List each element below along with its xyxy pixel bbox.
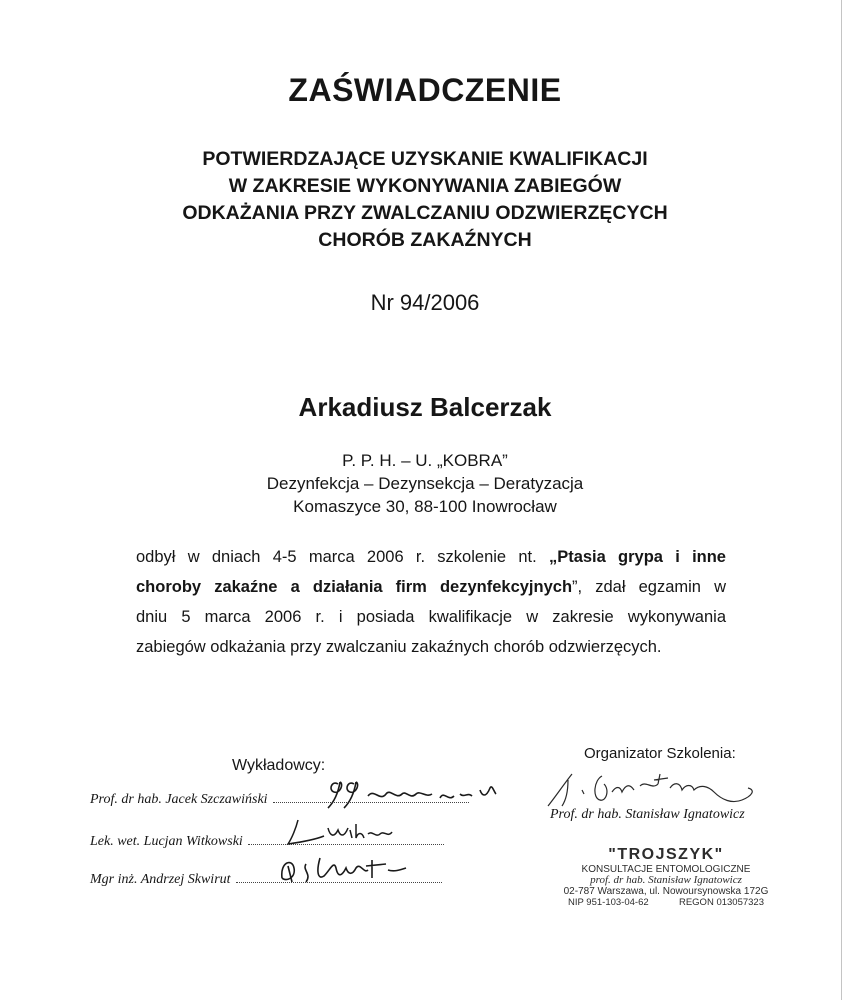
document-title: ZAŚWIADCZENIE (288, 72, 562, 108)
organizer-signature (542, 770, 782, 810)
company-line: Dezynfekcja – Dezynsekcja – Deratyzacja (266, 474, 584, 493)
company-block (0, 449, 850, 518)
company-line: Komaszyce 30, 88-100 Inowrocław (293, 497, 557, 516)
lecturers-heading: Wykładowcy: (232, 757, 326, 774)
body-line: dniu 5 marca 2006 r. i posiada kwalifikacje w zakresie wykonywania (136, 608, 726, 626)
lecturer-signature-1 (310, 776, 510, 810)
lecturer-signature-2 (284, 818, 414, 848)
document-subtitle (0, 146, 850, 254)
body-line (136, 542, 726, 572)
stamp-line: prof. dr hab. Stanisław Ignatowicz (590, 874, 742, 886)
lecturer-signature-3 (276, 852, 416, 888)
lecturer-name: Mgr inż. Andrzej Skwirut (90, 872, 231, 887)
stamp-nip: NIP 951-103-04-62 (568, 897, 649, 908)
body-line: zabiegów odkażania przy zwalczaniu zakaźnych chorób odzwierzęcych. (136, 638, 662, 656)
subtitle-line: CHORÓB ZAKAŹNYCH (318, 229, 532, 251)
stamp-title: "TROJSZYK" (608, 846, 724, 863)
organizer-name: Prof. dr hab. Stanisław Ignatowicz (550, 807, 745, 822)
company-line: P. P. H. – U. „KOBRA” (342, 451, 508, 470)
stamp-id-line (562, 897, 770, 908)
body-line (136, 572, 726, 602)
stamp-regon: REGON 013057323 (678, 897, 764, 908)
course-title-part: choroby zakaźne a działania firm dezynfekcyjnych (136, 578, 573, 596)
lecturer-name: Lek. wet. Lucjan Witkowski (90, 834, 243, 849)
body-text-segment: ”, zdał egzamin w (572, 578, 726, 596)
certificate-number: Nr 94/2006 (370, 290, 480, 315)
lecturer-name: Prof. dr hab. Jacek Szczawiński (90, 792, 268, 807)
organizer-stamp (562, 846, 770, 908)
subtitle-line: POTWIERDZAJĄCE UZYSKANIE KWALIFIKACJI (202, 148, 648, 170)
course-title-part: „Ptasia grypa i inne (548, 548, 726, 566)
recipient-name: Arkadiusz Balcerzak (298, 392, 552, 422)
body-text-segment: odbył w dniach 4-5 marca 2006 r. szkolenie nt. (136, 548, 549, 566)
organizer-heading: Organizator Szkolenia: (584, 745, 736, 762)
stamp-line: KONSULTACJE ENTOMOLOGICZNE (581, 864, 751, 875)
stamp-line: 02-787 Warszawa, ul. Nowoursynowska 172G (563, 886, 769, 897)
subtitle-line: ODKAŻANIA PRZY ZWALCZANIU ODZWIERZĘCYCH (182, 202, 668, 224)
certificate-body (136, 542, 726, 662)
subtitle-line: W ZAKRESIE WYKONYWANIA ZABIEGÓW (228, 175, 622, 197)
